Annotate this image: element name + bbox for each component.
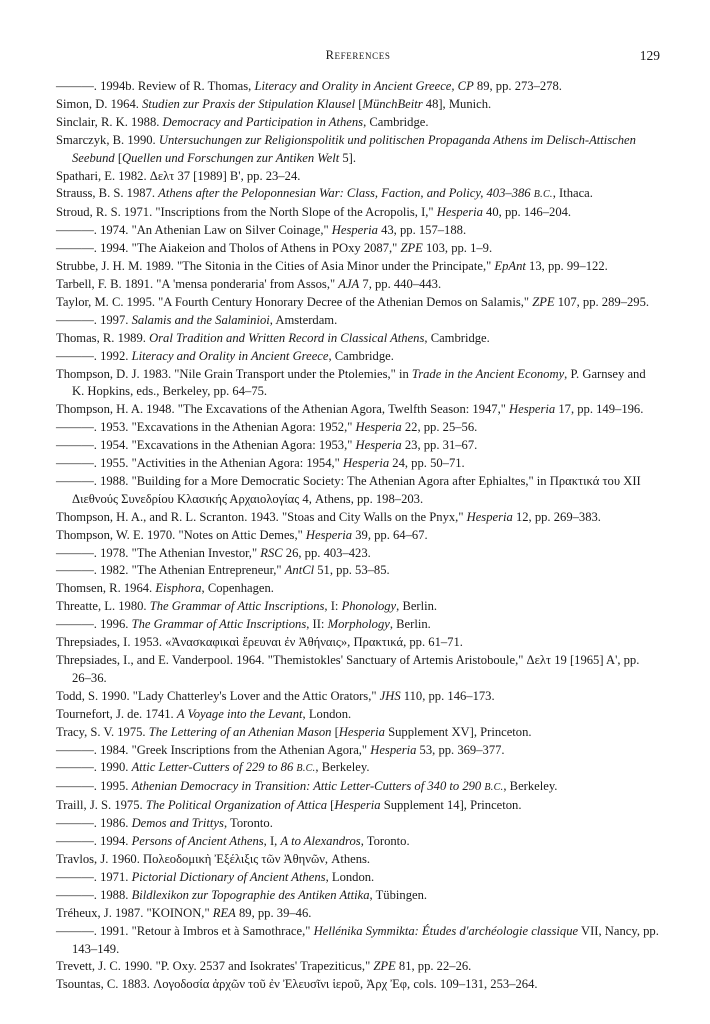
reference-entry: Travlos, J. 1960. Πολεοδομικὴ Ἐξέλιξις τῶν Ἀθηνῶν, Athens. <box>56 851 371 866</box>
reference-entry: ———. 1990. Attic Letter-Cutters of 229 to 86 B.C., Berkeley. <box>56 760 370 775</box>
reference-entry: Tréheux, J. 1987. "KOINON," REA 89, pp. 39–46. <box>56 905 312 920</box>
reference-entry: ———. 1995. Athenian Democracy in Transition: Attic Letter-Cutters of 340 to 290 B.C., Berkeley. <box>56 779 558 794</box>
reference-entry: Thompson, H. A. 1948. "The Excavations of the Athenian Agora, Twelfth Season: 1947," Hesperia 17, pp. 149–196. <box>56 402 644 417</box>
reference-entry: Taylor, M. C. 1995. "A Fourth Century Honorary Decree of the Athenian Demos on Salamis," ZPE 107, pp. 289–295. <box>56 294 650 309</box>
page-number: 129 <box>639 48 660 63</box>
reference-entry: ———. 1982. "The Athenian Entrepreneur," AntCl 51, pp. 53–85. <box>56 563 390 578</box>
reference-entry: ———. 1988. "Building for a More Democratic Society: The Athenian Agora after Ephialtes," in Πρακτικά του XII Διεθνούς Συνεδρίου Κλασικής Αρχαιολογίας 4, Athens, pp. 198–203. <box>56 473 641 506</box>
reference-entry: ———. 1994. Persons of Ancient Athens, I, A to Alexandros, Toronto. <box>56 834 410 849</box>
reference-list <box>56 78 660 994</box>
reference-entry: ———. 1971. Pictorial Dictionary of Ancient Athens, London. <box>56 869 375 884</box>
reference-entry: Sinclair, R. K. 1988. Democracy and Participation in Athens, Cambridge. <box>56 114 429 129</box>
reference-entry: Tournefort, J. de. 1741. A Voyage into the Levant, London. <box>56 706 352 721</box>
reference-entry: Strauss, B. S. 1987. Athens after the Peloponnesian War: Class, Faction, and Policy, 403–386 B.C., Ithaca. <box>56 186 593 201</box>
reference-entry: ———. 1954. "Excavations in the Athenian Agora: 1953," Hesperia 23, pp. 31–67. <box>56 438 478 453</box>
reference-entry: Thomas, R. 1989. Oral Tradition and Written Record in Classical Athens, Cambridge. <box>56 330 490 345</box>
reference-entry: ———. 1994. "The Aiakeion and Tholos of Athens in POxy 2087," ZPE 103, pp. 1–9. <box>56 241 493 256</box>
reference-entry: Threpsiades, I., and E. Vanderpool. 1964. "Themistokles' Sanctuary of Artemis Aristoboule," Δελτ 19 [1965] Α', pp. 26–36. <box>56 653 640 685</box>
reference-entry: ———. 1978. "The Athenian Investor," RSC 26, pp. 403–423. <box>56 545 371 560</box>
running-head: References <box>325 48 391 62</box>
reference-entry: ———. 1994b. Review of R. Thomas, Literacy and Orality in Ancient Greece, CP 89, pp. 273–278. <box>56 79 562 93</box>
reference-entry: ———. 1986. Demos and Trittys, Toronto. <box>56 816 273 831</box>
reference-entry: Tarbell, F. B. 1891. "A 'mensa ponderaria' from Assos," AJA 7, pp. 440–443. <box>56 276 442 291</box>
reference-entry: Strubbe, J. H. M. 1989. "The Sitonia in the Cities of Asia Minor under the Principate," EpAnt 13, pp. 99–122. <box>56 259 608 274</box>
reference-entry: ———. 1955. "Activities in the Athenian Agora: 1954," Hesperia 24, pp. 50–71. <box>56 456 465 471</box>
reference-entry: Threpsiades, I. 1953. «Ἀνασκαφικαὶ ἔρευναι ἐν Ἀθήναις», Πρακτικά, pp. 61–71. <box>56 635 463 650</box>
reference-entry: ———. 1974. "An Athenian Law on Silver Coinage," Hesperia 43, pp. 157–188. <box>56 223 467 238</box>
reference-entry: ———. 1996. The Grammar of Attic Inscriptions, II: Morphology, Berlin. <box>56 617 431 632</box>
reference-entry: ———. 1984. "Greek Inscriptions from the Athenian Agora," Hesperia 53, pp. 369–377. <box>56 742 505 757</box>
reference-entry: Thompson, W. E. 1970. "Notes on Attic Demes," Hesperia 39, pp. 64–67. <box>56 527 428 542</box>
reference-entry: ———. 1992. Literacy and Orality in Ancient Greece, Cambridge. <box>56 348 394 363</box>
reference-entry: ———. 1991. "Retour à Imbros et à Samothrace," Hellénika Symmikta: Études d'archéologie classique VII, Nancy, pp. 143–149. <box>56 923 659 956</box>
reference-entry: Thompson, D. J. 1983. "Nile Grain Transport under the Ptolemies," in Trade in the Ancient Economy, P. Garnsey and K. Hopkins, eds., Berkeley, pp. 64–75. <box>56 366 646 399</box>
reference-entry: ———. 1953. "Excavations in the Athenian Agora: 1952," Hesperia 22, pp. 25–56. <box>56 420 478 435</box>
page-header <box>56 48 660 68</box>
reference-entry: ———. 1988. Bildlexikon zur Topographie des Antiken Attika, Tübingen. <box>56 887 428 902</box>
reference-entry: Tracy, S. V. 1975. The Lettering of an Athenian Mason [Hesperia Supplement XV], Princeton. <box>56 724 532 739</box>
reference-entry: Thomsen, R. 1964. Eisphora, Copenhagen. <box>56 581 274 596</box>
reference-entry: Threatte, L. 1980. The Grammar of Attic Inscriptions, I: Phonology, Berlin. <box>56 599 438 614</box>
reference-entry: Spathari, E. 1982. Δελτ 37 [1989] Β', pp. 23–24. <box>56 168 301 183</box>
reference-entry: ———. 1997. Salamis and the Salaminioi, Amsterdam. <box>56 312 338 327</box>
reference-entry: Tsountas, C. 1883. Λογοδοσία ἀρχῶν τοῦ ἐν Ἐλευσῖνι ἱεροῦ, Ἀρχ Ἐφ, cols. 109–131, 253–264. <box>56 977 538 992</box>
reference-entry: Trevett, J. C. 1990. "P. Oxy. 2537 and Isokrates' Trapeziticus," ZPE 81, pp. 22–26. <box>56 959 472 974</box>
reference-entry: Stroud, R. S. 1971. "Inscriptions from the North Slope of the Acropolis, I," Hesperia 40, pp. 146–204. <box>56 205 572 220</box>
reference-entry: Traill, J. S. 1975. The Political Organization of Attica [Hesperia Supplement 14], Princeton. <box>56 798 522 813</box>
reference-entry: Todd, S. 1990. "Lady Chatterley's Lover and the Attic Orators," JHS 110, pp. 146–173. <box>56 688 495 703</box>
reference-entry: Smarczyk, B. 1990. Untersuchungen zur Religionspolitik und politischen Propaganda Athens im Delisch-Attischen Seebund [Quellen und Forschungen zur Antiken Welt 5]. <box>56 132 636 165</box>
reference-entry: Thompson, H. A., and R. L. Scranton. 1943. "Stoas and City Walls on the Pnyx," Hesperia 12, pp. 269–383. <box>56 509 601 524</box>
reference-entry: Simon, D. 1964. Studien zur Praxis der Stipulation Klausel [MünchBeitr 48], Munich. <box>56 96 492 111</box>
